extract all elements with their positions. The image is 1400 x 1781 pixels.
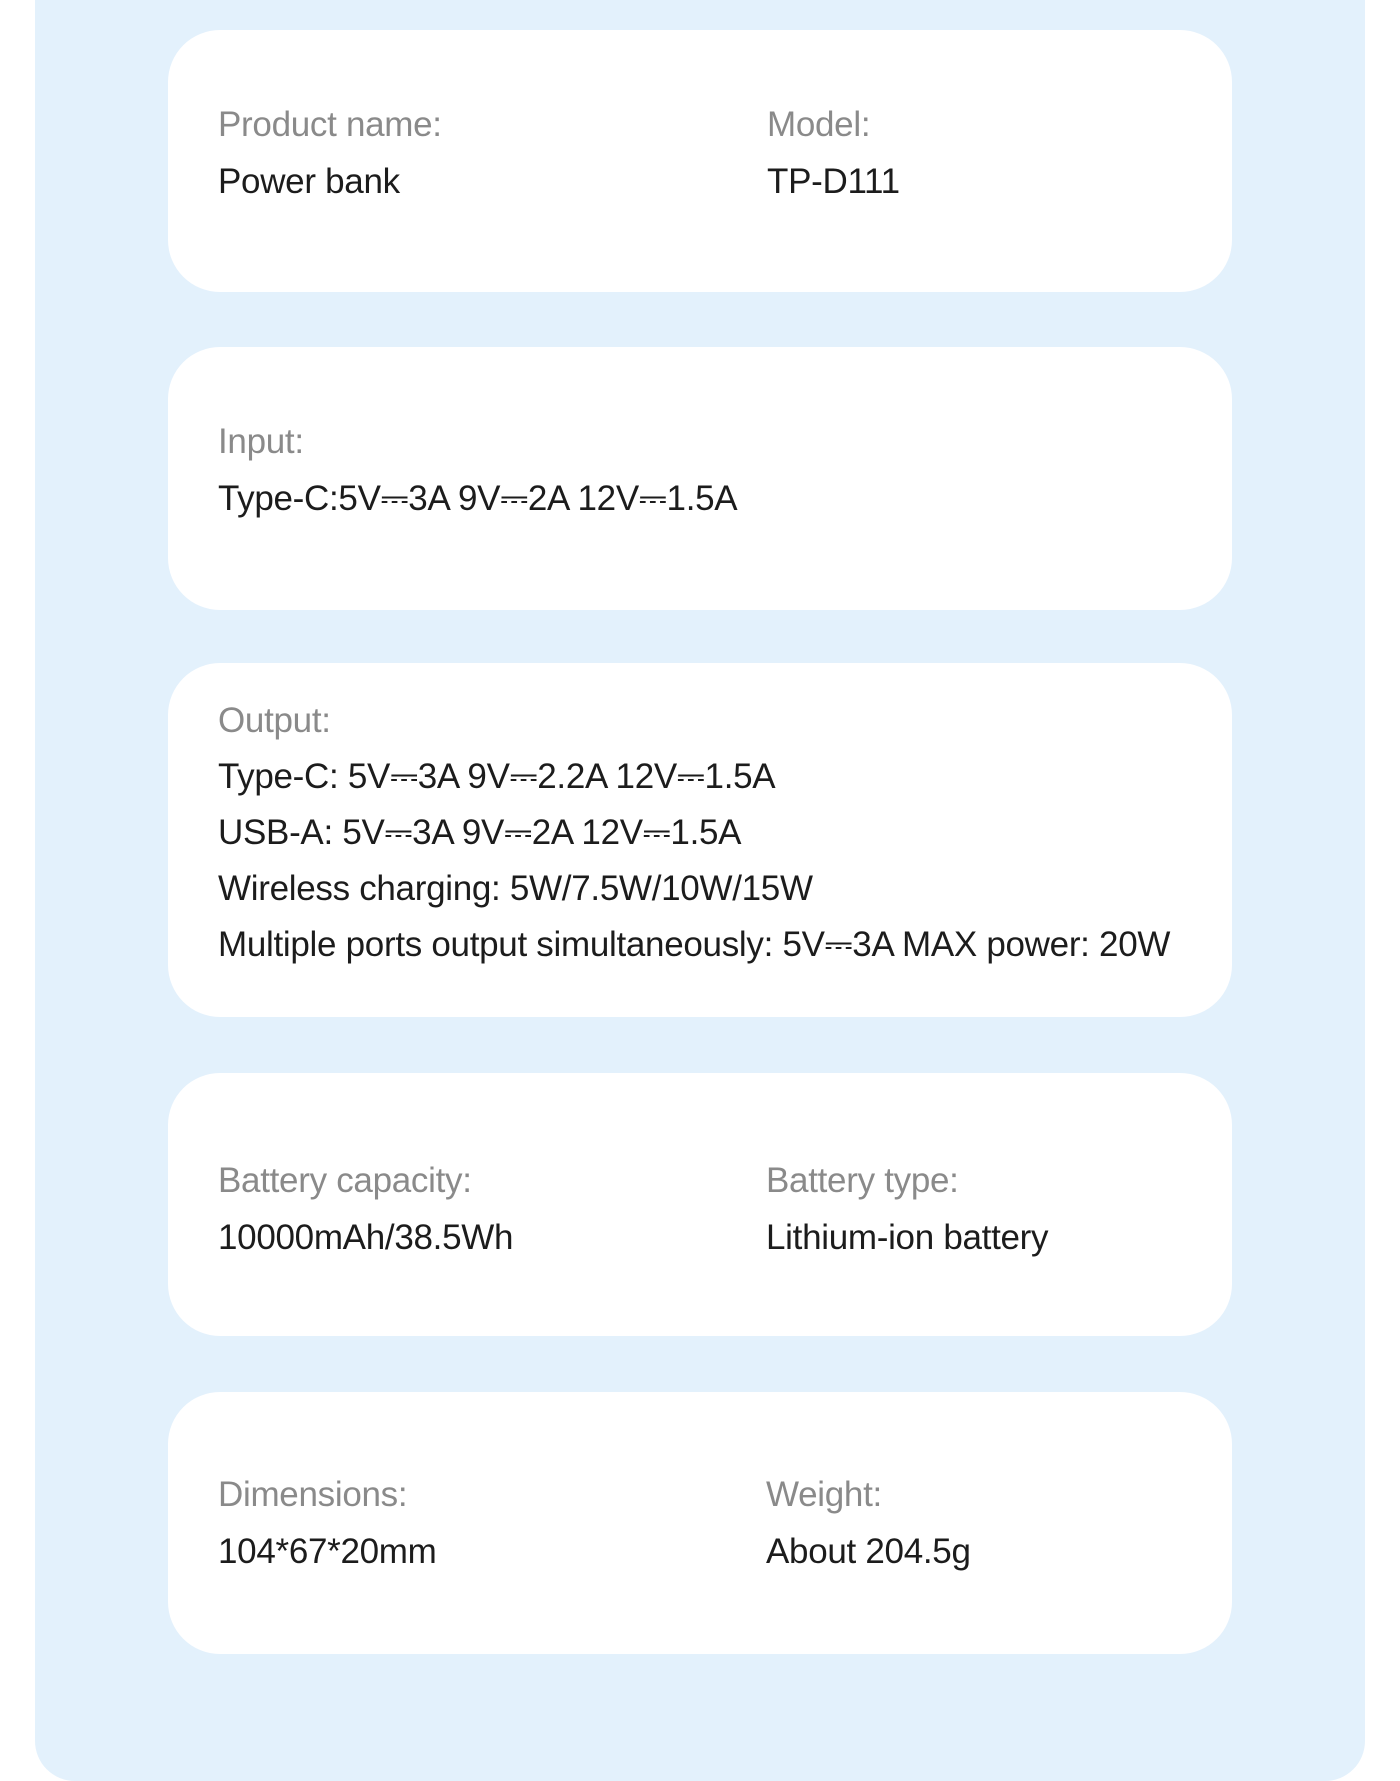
input-label: Input:: [218, 422, 304, 461]
output-field: [218, 701, 1170, 965]
output-line-type-c: Type-C: 5V⎓3A 9V⎓2.2A 12V⎓1.5A: [218, 757, 776, 796]
spec-card-product: [168, 30, 1232, 292]
weight-label: Weight:: [766, 1475, 882, 1514]
output-label: Output:: [218, 701, 331, 740]
weight-field: [766, 1475, 971, 1572]
output-line-multiport: Multiple ports output simultaneously: 5V⎓3A MAX power: 20W: [218, 925, 1171, 964]
dimensions-field: [218, 1475, 437, 1572]
product-name-field: [218, 105, 442, 202]
spec-card-battery: [168, 1073, 1232, 1336]
product-name-label: Product name:: [218, 105, 442, 144]
battery-type-value: Lithium-ion battery: [766, 1218, 1049, 1257]
battery-capacity-field: [218, 1161, 513, 1258]
product-name-value: Power bank: [218, 162, 400, 201]
dimensions-value: 104*67*20mm: [218, 1532, 437, 1571]
battery-type-field: [766, 1161, 1048, 1258]
input-field: [218, 422, 737, 519]
battery-capacity-value: 10000mAh/38.5Wh: [218, 1218, 514, 1257]
dimensions-label: Dimensions:: [218, 1475, 408, 1514]
spec-card-size: [168, 1392, 1232, 1654]
input-value: Type-C:5V⎓3A 9V⎓2A 12V⎓1.5A: [218, 479, 738, 518]
model-field: [767, 105, 900, 202]
model-label: Model:: [767, 105, 871, 144]
battery-capacity-label: Battery capacity:: [218, 1161, 472, 1200]
spec-card-output: [168, 663, 1232, 1017]
output-line-usb-a: USB-A: 5V⎓3A 9V⎓2A 12V⎓1.5A: [218, 813, 742, 852]
model-value: TP-D111: [767, 162, 900, 201]
output-line-wireless: Wireless charging: 5W/7.5W/10W/15W: [218, 869, 813, 908]
spec-card-input: [168, 347, 1232, 610]
battery-type-label: Battery type:: [766, 1161, 959, 1200]
weight-value: About 204.5g: [766, 1532, 971, 1571]
